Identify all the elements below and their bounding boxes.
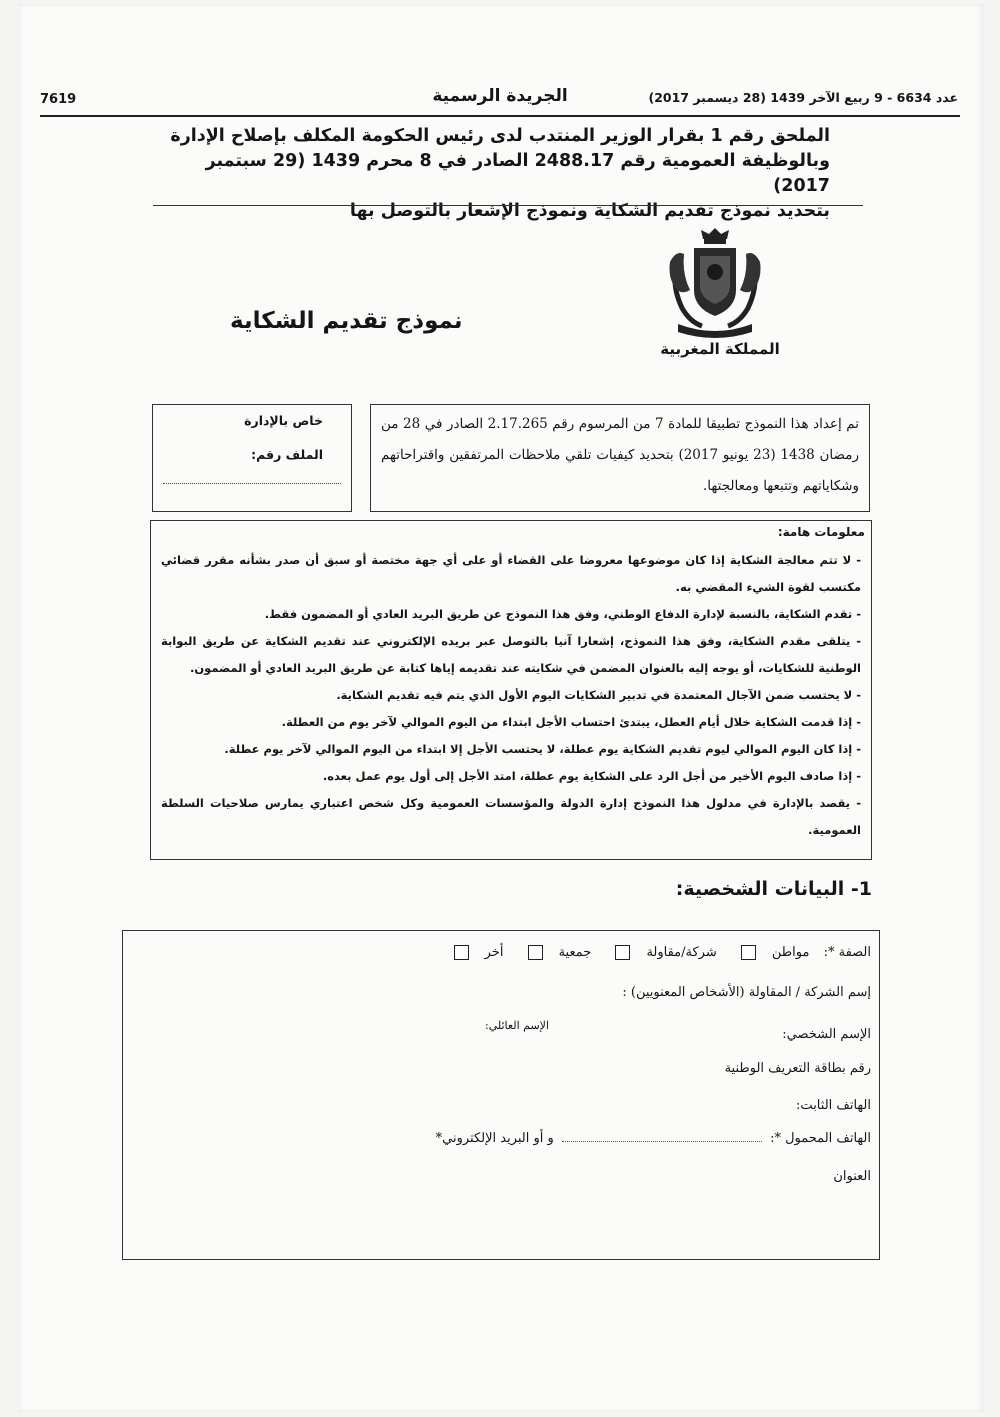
list-item: - يقصد بالإدارة في مدلول هذا النموذج إدارة الدولة والمؤسسات العمومية وكل شخص اعتباري يمارس صلاحيات السلطة العمومية. — [161, 790, 861, 844]
royal-coat-of-arms-icon — [660, 222, 770, 340]
checkbox[interactable] — [741, 945, 756, 960]
annex-line-2: وبالوظيفة العمومية رقم 2488.17 الصادر في 8 محرم 1439 (29 سبتمبر 2017) — [205, 151, 830, 196]
email-label[interactable]: و أو البريد الإلكتروني* — [435, 1131, 554, 1146]
address-label[interactable]: العنوان — [833, 1169, 871, 1184]
id-card-label[interactable]: رقم بطاقة التعريف الوطنية — [724, 1061, 871, 1076]
mobile-row — [436, 1131, 871, 1146]
list-item: - لا يحتسب ضمن الآجال المعتمدة في تدبير الشكايات اليوم الأول الذي يتم فيه تقديم الشكاية. — [161, 682, 861, 709]
option-other[interactable] — [444, 945, 504, 960]
list-item: - لا تتم معالجة الشكاية إذا كان موضوعها معروضا على القضاء أو على أي جهة مختصة أو سبق أن صدر بشأنه مقرر قضائي مكتسب لقوة الشيء المقضي به. — [161, 547, 861, 601]
checkbox[interactable] — [454, 945, 469, 960]
file-number-label: الملف رقم: — [251, 447, 323, 462]
list-item: - يتلقى مقدم الشكاية، وفق هذا النموذج، إشعارا آنيا بالتوصل عبر بريده الإلكتروني عند تقديم الشكاية عن طريق البوابة الوطنية للشكايات، أو يوجه إليه بالعنوان المضمن في شكايته عند تقديمه إياها كتابة عن طريق البريد العادي أو المضمون. — [161, 628, 861, 682]
option-association[interactable] — [518, 945, 592, 960]
admin-use-box — [152, 404, 352, 512]
file-number-field[interactable] — [163, 483, 341, 484]
landline-label[interactable]: الهاتف الثابت: — [796, 1098, 871, 1113]
first-name-label[interactable]: الإسم الشخصي: — [782, 1027, 871, 1042]
list-item: - إذا صادف اليوم الأخير من أجل الرد على الشكاية يوم عطلة، امتد الأجل إلى أول يوم عمل بعده. — [161, 763, 861, 790]
option-label: مواطن — [771, 945, 810, 960]
page-number: 7619 — [40, 92, 77, 107]
journal-title: الجريدة الرسمية — [432, 86, 568, 106]
annex-rule — [153, 205, 863, 206]
annex-line-3: بتحديد نموذج تقديم الشكاية ونموذج الإشعار بالتوصل بها — [349, 201, 830, 221]
status-row — [434, 945, 871, 960]
mobile-label[interactable]: الهاتف المحمول *: — [770, 1131, 871, 1146]
status-label: الصفة *: — [823, 945, 871, 960]
list-item: - إذا قدمت الشكاية خلال أيام العطل، يبتدئ احتساب الأجل ابتداء من اليوم الموالي لآخر يوم من العطلة. — [161, 709, 861, 736]
checkbox[interactable] — [528, 945, 543, 960]
important-info-box — [150, 520, 872, 860]
option-company[interactable] — [605, 945, 716, 960]
header-rule — [40, 115, 960, 117]
important-info-list — [161, 547, 861, 844]
option-label: جمعية — [558, 945, 592, 960]
personal-data-box — [122, 930, 880, 1260]
list-item: - تقدم الشكاية، بالنسبة لإدارة الدفاع الوطني، وفق هذا النموذج عن طريق البريد العادي أو المضمون فقط. — [161, 601, 861, 628]
family-name-label[interactable]: الإسم العائلي: — [484, 1019, 549, 1032]
mobile-field[interactable] — [562, 1141, 762, 1142]
option-label: أخر — [484, 945, 504, 960]
important-info-heading: معلومات هامة: — [777, 525, 865, 539]
checkbox[interactable] — [615, 945, 630, 960]
intro-text: تم إعداد هذا النموذج تطبيقا للمادة 7 من المرسوم رقم 2.17.265 الصادر في 28 من رمضان 1438 (23 يونيو 2017) بتحديد كيفيات تلقي ملاحظات المرتفقين واقتراحاتهم وشكاياتهم وتتبعها ومعالجتها. — [381, 416, 860, 494]
annex-line-1: الملحق رقم 1 بقرار الوزير المنتدب لدى رئيس الحكومة المكلف بإصلاح الإدارة — [170, 126, 830, 146]
annex-heading — [150, 124, 830, 224]
kingdom-caption: المملكة المغربية — [660, 340, 780, 358]
admin-box-title: خاص بالإدارة — [244, 413, 323, 428]
form-title: نموذج تقديم الشكاية — [230, 308, 463, 334]
option-label: شركة/مقاولة — [646, 945, 717, 960]
option-citizen[interactable] — [731, 945, 810, 960]
issue-info: عدد 6634 - 9 ربيع الآخر 1439 (28 ديسمبر 2017) — [648, 90, 958, 105]
company-name-label[interactable]: إسم الشركة / المقاولة (الأشخاص المعنويين) : — [622, 985, 871, 1000]
personal-data-heading: 1- البيانات الشخصية: — [675, 878, 872, 900]
intro-box — [370, 404, 870, 512]
list-item: - إذا كان اليوم الموالي ليوم تقديم الشكاية يوم عطلة، لا يحتسب الأجل إلا ابتداء من اليوم الموالي لآخر يوم عطلة. — [161, 736, 861, 763]
